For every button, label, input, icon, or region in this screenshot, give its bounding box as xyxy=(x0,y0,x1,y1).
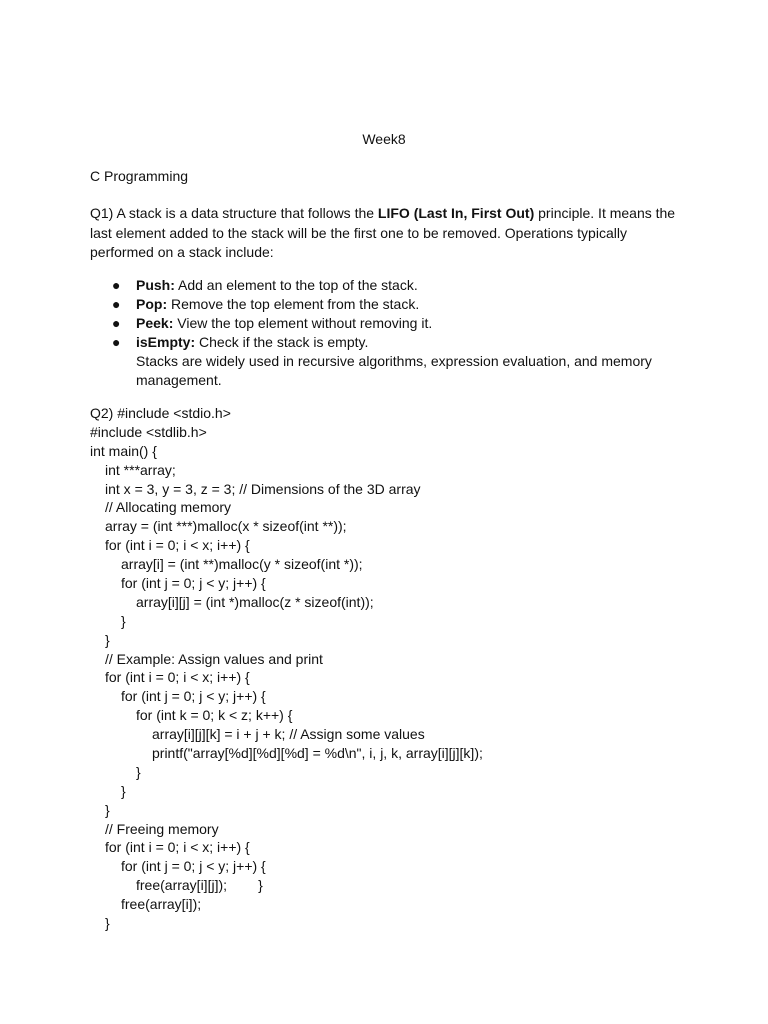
code-line: } xyxy=(105,801,110,818)
code-line: for (int i = 0; i < x; i++) { xyxy=(105,839,250,856)
code-line: // Allocating memory xyxy=(105,499,232,516)
bullet-icon: ● xyxy=(112,334,121,350)
operation-name: Peek: xyxy=(136,315,174,331)
bullet-icon: ● xyxy=(112,277,121,293)
code-line: } xyxy=(121,612,126,629)
bullet-icon: ● xyxy=(112,315,121,331)
list-item xyxy=(90,276,680,295)
code-line: free(array[i]); xyxy=(121,896,202,913)
q1-intro-after: principle. It means the last element added to the stack will be the first one to be removed. Operations typically performed on a stack include: xyxy=(90,205,676,260)
code-line: array[i] = (int **)malloc(y * sizeof(int *)); xyxy=(121,556,363,573)
code-line: int main() { xyxy=(90,442,157,459)
code-line: for (int k = 0; k < z; k++) { xyxy=(136,707,293,724)
code-line: #include <stdlib.h> xyxy=(90,423,207,440)
code-line: // Freeing memory xyxy=(105,820,219,837)
code-line: array = (int ***)malloc(x * sizeof(int **)); xyxy=(105,518,347,535)
stack-usage-note: Stacks are widely used in recursive algorithms, expression evaluation, and memory management. xyxy=(136,353,652,388)
code-line: printf("array[%d][%d][%d] = %d\n", i, j, k, array[i][j][k]); xyxy=(152,745,483,762)
code-line: Q2) #include <stdio.h> xyxy=(90,405,231,421)
code-line: for (int j = 0; j < y; j++) { xyxy=(121,688,266,705)
code-line: } xyxy=(105,631,110,648)
document-title: Week8 xyxy=(362,131,406,147)
q1-intro-before: Q1) A stack is a data structure that follows the xyxy=(90,205,378,221)
code-line: for (int i = 0; i < x; i++) { xyxy=(105,669,250,686)
operation-name: Push: xyxy=(136,277,175,293)
list-item xyxy=(90,295,680,314)
operation-name: isEmpty: xyxy=(136,334,196,350)
code-line: } xyxy=(136,763,141,780)
operation-desc: View the top element without removing it. xyxy=(173,315,433,331)
code-line: int ***array; xyxy=(105,461,176,478)
stack-operations-list xyxy=(90,276,680,390)
code-line: for (int j = 0; j < y; j++) { xyxy=(121,858,266,875)
code-line: for (int j = 0; j < y; j++) { xyxy=(121,575,266,592)
code-line: } xyxy=(121,782,126,799)
q2-code-block xyxy=(90,404,730,933)
code-line: array[i][j][k] = i + j + k; // Assign some values xyxy=(152,726,425,743)
code-line: array[i][j] = (int *)malloc(z * sizeof(int)); xyxy=(136,593,374,610)
q1-paragraph xyxy=(90,204,680,263)
code-line: free(array[i][j]); } xyxy=(136,877,263,894)
document-subtitle: C Programming xyxy=(90,168,189,184)
operation-desc: Add an element to the top of the stack. xyxy=(174,277,418,293)
q1-intro-bold: LIFO (Last In, First Out) xyxy=(377,205,535,221)
code-line: int x = 3, y = 3, z = 3; // Dimensions of the 3D array xyxy=(105,480,421,497)
list-item xyxy=(90,333,680,390)
operation-desc: Check if the stack is empty. xyxy=(195,334,369,350)
bullet-icon: ● xyxy=(112,296,121,312)
list-item xyxy=(90,314,680,333)
code-line: } xyxy=(105,915,110,932)
operation-name: Pop: xyxy=(136,296,168,312)
code-line: for (int i = 0; i < x; i++) { xyxy=(105,537,250,554)
code-line: // Example: Assign values and print xyxy=(105,650,323,667)
operation-desc: Remove the top element from the stack. xyxy=(167,296,420,312)
